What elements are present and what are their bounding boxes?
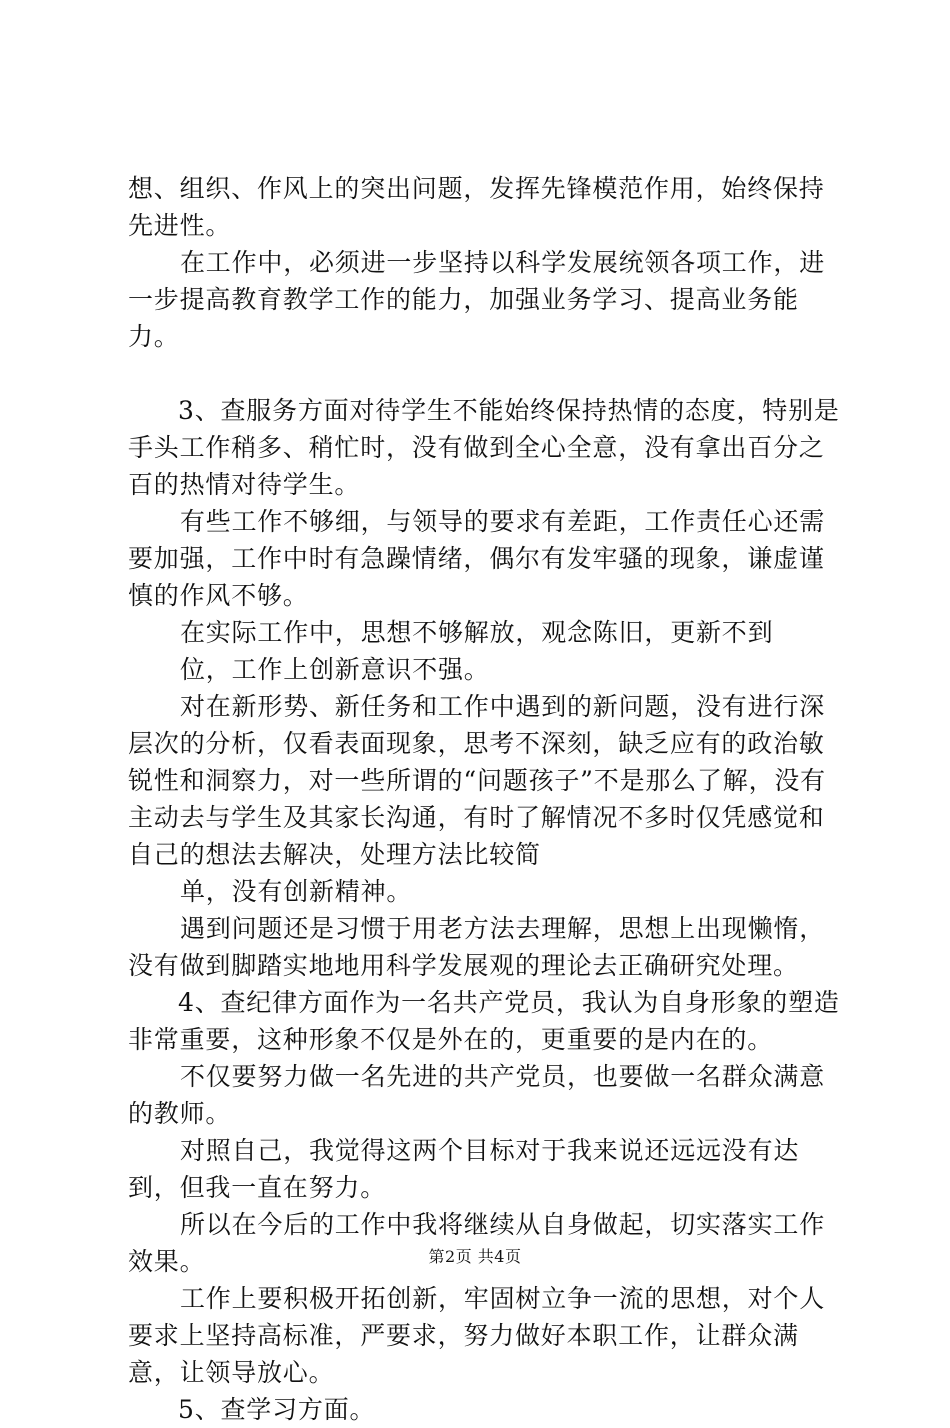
paragraph-8: 单，没有创新精神。 xyxy=(180,877,413,906)
paragraph-1: 想、组织、作风上的突出问题，发挥先锋模范作用，始终保持先进性。 xyxy=(128,174,825,240)
paragraph-5: 在实际工作中，思想不够解放，观念陈旧，更新不到 xyxy=(180,618,774,647)
paragraph-4: 有些工作不够细，与领导的要求有差距，工作责任心还需要加强，工作中时有急躁情绪，偶尔有发牢骚的现象，谦虚谨慎的作风不够。 xyxy=(128,507,826,610)
page-number-footer: 第2页 共4页 xyxy=(428,1247,522,1266)
paragraph-11: 不仅要努力做一名先进的共产党员，也要做一名群众满意的教师。 xyxy=(128,1062,826,1128)
paragraph-2: 在工作中，必须进一步坚持以科学发展统领各项工作，进一步提高教育教学工作的能力，加强业务学习、提高业务能力。 xyxy=(128,248,826,351)
paragraph-13: 所以在今后的工作中我将继续从自身做起，切实落实工作效果。 xyxy=(128,1210,826,1276)
paragraph-10: 4、查纪律方面作为一名共产党员，我认为自身形象的塑造非常重要，这种形象不仅是外在的，更重要的是内在的。 xyxy=(128,988,840,1054)
paragraph-7: 对在新形势、新任务和工作中遇到的新问题，没有进行深层次的分析，仅看表面现象，思考不深刻，缺乏应有的政治敏锐性和洞察力，对一些所谓的“问题孩子”不是那么了解，没有主动去与学生及其家长沟通，有时了解情况不多时仅凭感觉和自己的想法去解决，处理方法比较简 xyxy=(128,692,826,869)
paragraph-6: 位，工作上创新意识不强。 xyxy=(180,655,490,684)
paragraph-12: 对照自己，我觉得这两个目标对于我来说还远远没有达到，但我一直在努力。 xyxy=(128,1136,800,1202)
document-body xyxy=(128,170,848,1428)
paragraph-9: 遇到问题还是习惯于用老方法去理解，思想上出现懒惰，没有做到脚踏实地地用科学发展观的理论去正确研究处理。 xyxy=(128,914,826,980)
paragraph-14: 工作上要积极开拓创新，牢固树立争一流的思想，对个人要求上坚持高标准，严要求，努力做好本职工作，让群众满意，让领导放心。 xyxy=(128,1284,826,1387)
paragraph-3: 3、查服务方面对待学生不能始终保持热情的态度，特别是手头工作稍多、稍忙时，没有做到全心全意，没有拿出百分之百的热情对待学生。 xyxy=(128,396,840,499)
paragraph-15: 5、查学习方面。 xyxy=(178,1395,376,1424)
